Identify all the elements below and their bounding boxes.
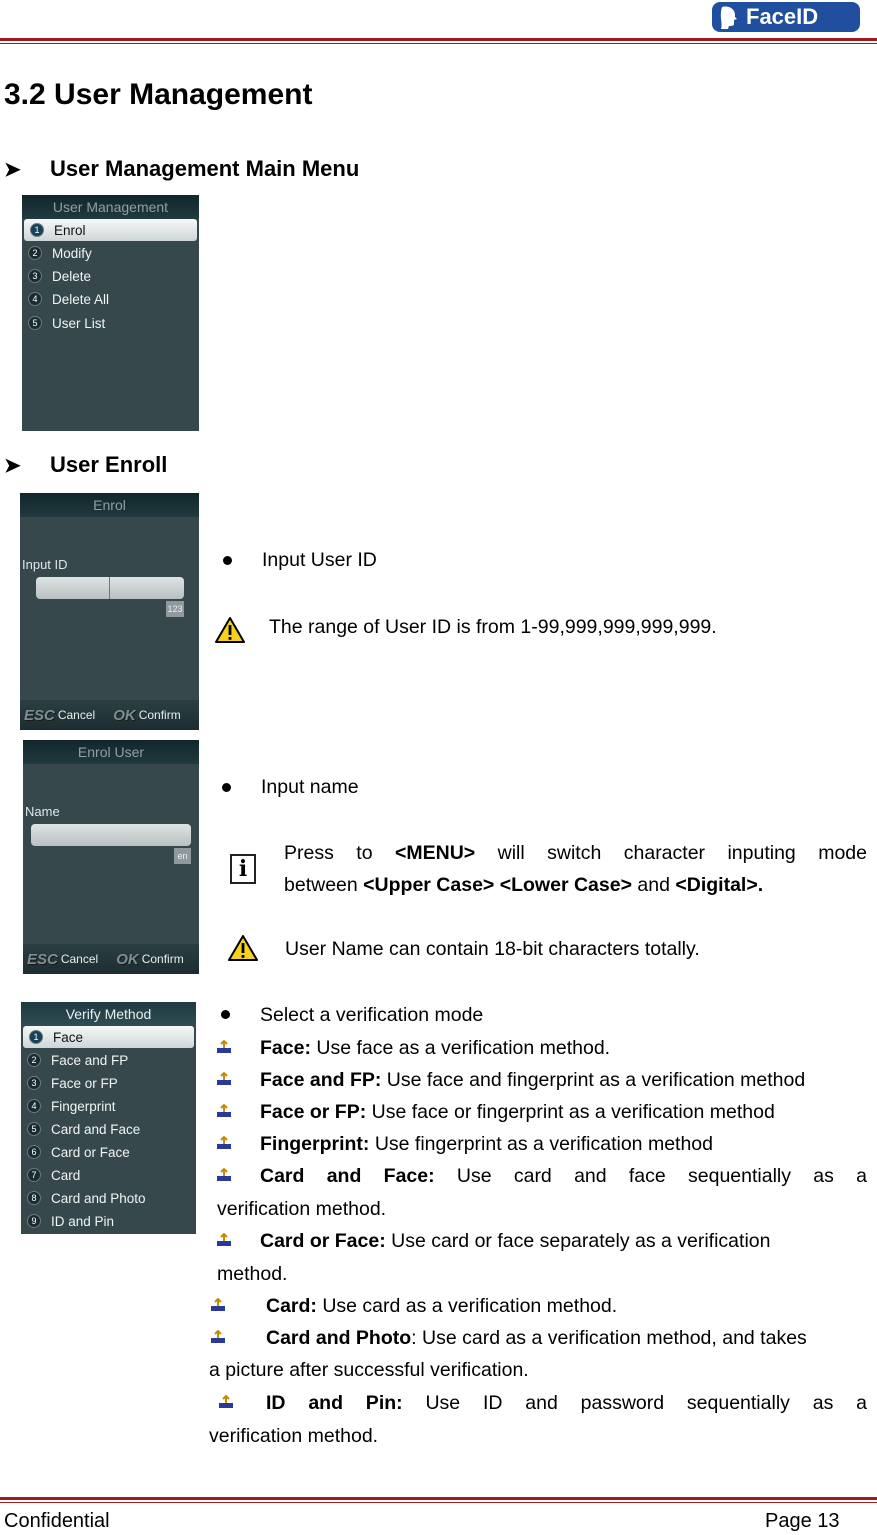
bullet-dot xyxy=(222,783,231,792)
mode-card-and-photo xyxy=(266,1327,807,1350)
mode-id-and-pin xyxy=(266,1392,867,1415)
menu-item-label: Delete All xyxy=(52,291,110,307)
ok-key[interactable]: OK xyxy=(116,950,139,968)
mini-bullet-icon xyxy=(208,1298,228,1314)
mode-desc: Use card or face separately as a verification xyxy=(385,1230,771,1252)
warning-user-id-range: The range of User ID is from 1-99,999,999,999,999. xyxy=(269,616,717,638)
section-heading-text: User Management Main Menu xyxy=(50,156,360,181)
mode-card-or-face xyxy=(260,1230,770,1253)
number-badge: 1 xyxy=(30,223,44,237)
info-text: Press to xyxy=(284,842,373,864)
menu-item-label: Face and FP xyxy=(51,1052,129,1068)
menu-item-label: Card and Face xyxy=(51,1121,141,1137)
page-title: 3.2 User Management xyxy=(4,78,313,111)
info-text: and xyxy=(637,874,670,896)
number-badge: 2 xyxy=(28,246,42,260)
mini-bullet-icon xyxy=(216,1395,236,1411)
mini-bullet-icon xyxy=(214,1040,234,1056)
number-badge: 2 xyxy=(27,1053,41,1067)
number-badge: 4 xyxy=(28,292,42,306)
screen-title: Enrol xyxy=(20,493,199,517)
arrow-bullet-icon: ➤ xyxy=(4,158,21,181)
menu-item-label: Card xyxy=(51,1167,81,1183)
enrol-id-screen xyxy=(20,493,199,730)
warning-icon xyxy=(214,616,246,644)
info-digital: <Digital>. xyxy=(675,874,764,896)
menu-item-card-or-face[interactable] xyxy=(21,1141,196,1163)
menu-item-label: Modify xyxy=(52,245,92,261)
mode-card xyxy=(266,1295,617,1318)
screen-title: User Management xyxy=(22,195,199,219)
menu-item-label: ID and Pin xyxy=(51,1213,115,1229)
mode-card-and-photo-cont: a picture after successful verification. xyxy=(209,1359,529,1381)
menu-item-label: Card or Face xyxy=(51,1144,130,1160)
menu-item-delete-all[interactable] xyxy=(22,288,199,310)
button-bar xyxy=(23,944,199,974)
esc-key[interactable]: ESC xyxy=(27,950,58,968)
menu-item-label: Face or FP xyxy=(51,1075,118,1091)
number-badge: 7 xyxy=(27,1168,41,1182)
logo-text: FaceID xyxy=(746,4,819,29)
info-menu-line1 xyxy=(284,842,867,865)
bullet-dot xyxy=(223,556,232,565)
verify-method-screen xyxy=(21,1002,196,1234)
number-badge: 5 xyxy=(27,1122,41,1136)
input-mode-tag: 123 xyxy=(166,601,184,617)
menu-item-enrol[interactable] xyxy=(24,219,197,241)
step-input-user-id: Input User ID xyxy=(262,549,377,571)
mode-desc: Use fingerprint as a verification method xyxy=(369,1133,713,1155)
footer-rule xyxy=(0,1497,877,1500)
arrow-bullet-icon: ➤ xyxy=(4,454,21,477)
header-rule-thin xyxy=(0,43,877,44)
mini-bullet-icon xyxy=(214,1168,234,1184)
input-mode-tag: en xyxy=(174,848,191,864)
warning-name-length: User Name can contain 18-bit characters totally. xyxy=(285,938,700,960)
mode-name: Card or Face: xyxy=(260,1230,386,1252)
mode-desc: Use face as a verification method. xyxy=(310,1037,611,1059)
mode-desc: : Use card as a verification method, and takes xyxy=(411,1327,807,1349)
menu-item-card[interactable] xyxy=(21,1164,196,1186)
mode-name: Card and Photo xyxy=(266,1327,412,1349)
step-input-name: Input name xyxy=(261,776,359,798)
number-badge: 4 xyxy=(27,1099,41,1113)
button-bar xyxy=(20,700,199,730)
enrol-name-screen xyxy=(23,740,199,974)
mode-card-or-face-cont: method. xyxy=(217,1263,288,1285)
number-badge: 6 xyxy=(27,1145,41,1159)
name-label: Name xyxy=(25,804,60,819)
mode-card-and-face xyxy=(260,1165,867,1188)
number-badge: 8 xyxy=(27,1191,41,1205)
menu-item-delete[interactable] xyxy=(22,265,199,287)
menu-item-card-and-photo[interactable] xyxy=(21,1187,196,1209)
info-text: will switch character inputing mode xyxy=(497,842,867,864)
menu-item-card-and-face[interactable] xyxy=(21,1118,196,1140)
mini-bullet-icon xyxy=(214,1136,234,1152)
menu-item-label: Delete xyxy=(52,268,92,284)
mode-name: Fingerprint: xyxy=(260,1133,370,1155)
section-heading-user-enroll xyxy=(4,452,167,478)
mode-face-or-fp xyxy=(260,1101,775,1124)
number-badge: 3 xyxy=(27,1076,41,1090)
mode-desc: Use card as a verification method. xyxy=(316,1295,618,1317)
menu-item-modify[interactable] xyxy=(22,242,199,264)
mode-name: Card and Face: xyxy=(260,1165,435,1187)
mode-desc: Use ID and password sequentially as a xyxy=(425,1392,867,1414)
mode-fingerprint xyxy=(260,1133,713,1156)
menu-item-label: User List xyxy=(52,315,106,331)
mode-card-and-face-cont: verification method. xyxy=(217,1198,387,1220)
number-badge: 5 xyxy=(28,316,42,330)
confirm-label[interactable]: Confirm xyxy=(138,708,181,722)
mini-bullet-icon xyxy=(208,1330,228,1346)
menu-item-face-and-fp[interactable] xyxy=(21,1049,196,1071)
menu-item-fingerprint[interactable] xyxy=(21,1095,196,1117)
esc-key[interactable]: ESC xyxy=(24,706,55,724)
face-profile-icon xyxy=(718,5,740,29)
info-text: between xyxy=(284,874,358,896)
menu-item-label: Face xyxy=(53,1029,84,1045)
mini-bullet-icon xyxy=(214,1104,234,1120)
mode-name: Face: xyxy=(260,1037,311,1059)
mode-name: Face or FP: xyxy=(260,1101,367,1123)
step-select-verification: Select a verification mode xyxy=(260,1004,484,1026)
mode-desc: Use card and face sequentially as a xyxy=(456,1165,868,1187)
menu-item-label: Enrol xyxy=(54,222,86,238)
mode-face-and-fp xyxy=(260,1069,805,1092)
mode-desc: Use face or fingerprint as a verification method xyxy=(366,1101,775,1123)
user-management-screen xyxy=(22,195,199,431)
screen-title: Verify Method xyxy=(21,1002,196,1026)
mode-name: ID and Pin: xyxy=(266,1392,403,1414)
mode-face xyxy=(260,1037,610,1060)
footer-confidential: Confidential xyxy=(4,1510,110,1532)
mini-bullet-icon xyxy=(214,1233,234,1249)
page-number: Page 13 xyxy=(765,1510,840,1532)
info-menu-key: <MENU> xyxy=(394,842,476,864)
info-modes: <Upper Case> <Lower Case> xyxy=(363,874,632,896)
number-badge: 9 xyxy=(27,1214,41,1228)
mode-name: Face and FP: xyxy=(260,1069,382,1091)
input-id-label: Input ID xyxy=(22,557,68,572)
menu-item-id-and-pin[interactable] xyxy=(21,1210,196,1232)
number-badge: 3 xyxy=(28,269,42,283)
menu-item-label: Fingerprint xyxy=(51,1098,116,1114)
menu-item-label: Card and Photo xyxy=(51,1190,146,1206)
menu-item-user-list[interactable] xyxy=(22,312,199,334)
mini-bullet-icon xyxy=(214,1072,234,1088)
menu-item-face-or-fp[interactable] xyxy=(21,1072,196,1094)
header-rule xyxy=(0,38,877,41)
user-id-input[interactable] xyxy=(36,577,184,599)
user-name-input[interactable] xyxy=(31,824,191,846)
section-heading-text: User Enroll xyxy=(50,452,168,477)
number-badge: 1 xyxy=(29,1030,43,1044)
info-icon: i xyxy=(230,854,256,884)
cancel-label[interactable]: Cancel xyxy=(57,708,96,722)
cancel-label[interactable]: Cancel xyxy=(60,952,99,966)
bullet-dot xyxy=(221,1010,230,1019)
faceid-logo xyxy=(712,2,860,32)
section-heading-main-menu xyxy=(4,156,359,182)
warning-icon xyxy=(227,934,259,962)
ok-key[interactable]: OK xyxy=(113,706,136,724)
confirm-label[interactable]: Confirm xyxy=(141,952,184,966)
mode-name: Card: xyxy=(266,1295,317,1317)
mode-id-and-pin-cont: verification method. xyxy=(209,1425,379,1447)
footer-rule-thin xyxy=(0,1502,877,1503)
mode-desc: Use face and fingerprint as a verification method xyxy=(381,1069,806,1091)
info-menu-line2 xyxy=(284,874,763,897)
screen-title: Enrol User xyxy=(23,740,199,764)
menu-item-face[interactable] xyxy=(23,1026,194,1048)
